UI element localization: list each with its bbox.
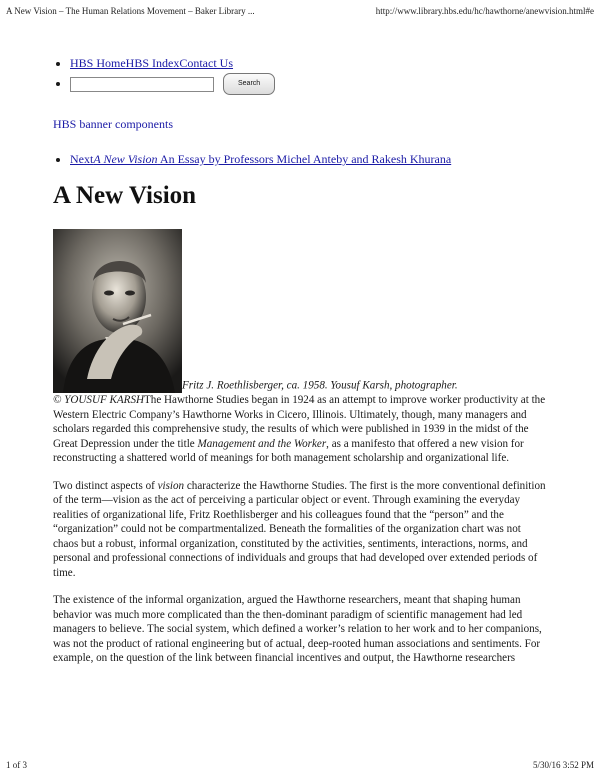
next-title-italic: A New Vision [93,152,158,166]
search-input[interactable] [70,77,214,92]
page-title-header: A New Vision – The Human Relations Movement – Baker Library ... [6,6,255,16]
paragraph-1-text-b: , as a manifesto that offered a new vision for reconstructing a shattered world of meanings for both management scholarship and organizational life. [53,437,524,464]
top-nav [53,55,548,95]
next-prefix: Next [70,152,94,166]
photo-credit: © YOUSUF KARSH [53,394,145,406]
next-link[interactable] [70,152,451,166]
next-item[interactable] [70,152,548,167]
article-body [53,229,548,666]
paragraph-2 [53,479,548,581]
nav-links-row [70,55,548,71]
paragraph-2-text-a: Two distinct aspects of [53,479,158,492]
paragraph-3: The existence of the informal organization, argued the Hawthorne researchers, meant that shaping human behavior was much more complicated than the then-dominant paradigm of scientific management had led managers to believe. The social system, which defined a worker’s relation to her work and to her companions, was not the product of rational engineering but of actual, deep-rooted human associations and sentiments. For example, on the question of the link between financial incentives and output, the Hawthorne researchers [53,594,542,664]
paragraph-1-text-a: The Hawthorne Studies began in 1924 as an attempt to improve worker productivity at the Western Electric Company’s Hawthorne Works in Cicero, Illinois. Ultimately, though, many managers and scholars regarded this comprehensive study, the results of which were published in 1939 in the midst of the Great Depression under the title [53,394,546,450]
photo-caption: Fritz J. Roethlisberger, ca. 1958. Yousuf Karsh, photographer. [182,379,458,392]
nav-link-contact-us[interactable]: Contact Us [179,56,234,70]
portrait-photo [53,229,182,393]
portrait-illustration [53,229,182,393]
next-nav [53,152,548,167]
vision-term: vision [157,479,185,492]
search-button[interactable]: Search [223,73,275,95]
next-rest: An Essay by Professors Michel Anteby and Rakesh Khurana [157,152,452,166]
search-row [70,73,548,95]
banner-link-text[interactable]: HBS banner components [53,117,173,131]
page-url: http://www.library.hbs.edu/hc/hawthorne/anewvision.html#e [375,6,594,16]
page-number: 1 of 3 [6,760,27,770]
print-header [6,6,594,16]
print-datetime: 5/30/16 3:52 PM [532,760,594,770]
print-footer [6,760,594,770]
paragraph-2-text-b: characterize the Hawthorne Studies. The first is the more conventional definition of the term—vision as the act of perceiving a particular object or event. Through examining the everyday realities of organizational life, Fritz Roethlisberger and his colleagues found that the “person” and the “organization” could not be compartmentalized. Beneath the formalities of the organization chart was not chaos but a robust, informal organization, constituted by the activities, sentiments, interactions, norms, and personal and professional connections of individuals and groups that had developed over extended periods of time. [53,479,546,579]
book-title: Management and the Worker [197,437,327,450]
paragraph-1 [53,229,548,466]
nav-link-hbs-index[interactable]: HBS Index [125,56,180,70]
page-title: A New Vision [53,182,197,209]
main-content [53,55,548,679]
nav-link-hbs-home[interactable]: HBS Home [70,56,126,70]
banner-components-link[interactable] [53,117,548,132]
